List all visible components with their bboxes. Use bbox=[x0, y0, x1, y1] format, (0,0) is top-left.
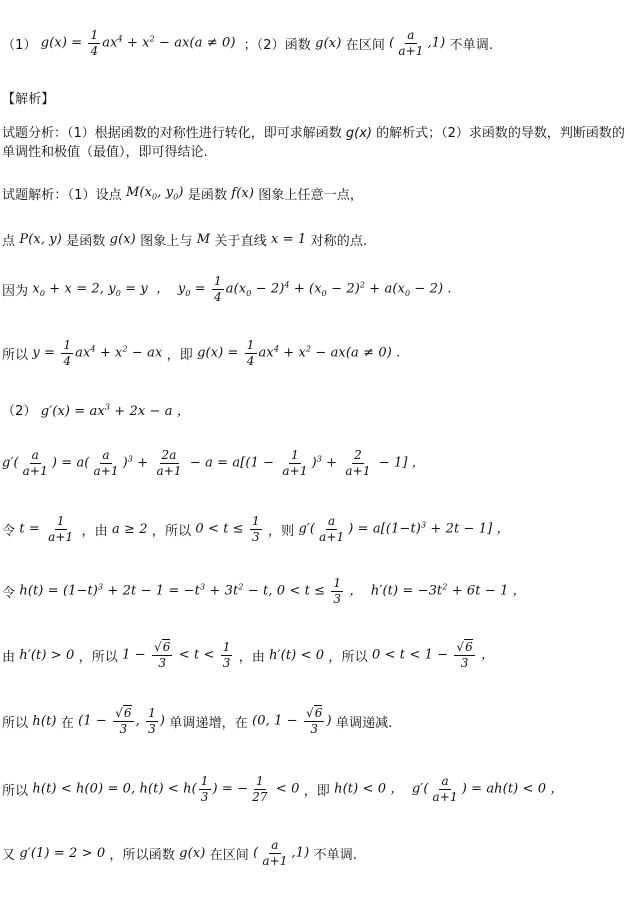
text: 所以 bbox=[2, 715, 29, 731]
math: h′(t) < 0 bbox=[264, 647, 329, 663]
solution-line-7 bbox=[2, 512, 510, 546]
solution-line-2 bbox=[2, 222, 367, 256]
text: 所以 bbox=[2, 783, 29, 799]
text: ，即 bbox=[303, 783, 330, 799]
math: g′( $\frac{a}{a+1}$ ) = a( $\frac{a}{a+1}$ )$^3$ + $\frac{2a}{a+1}$ − a = a[(1 − $\frac{1}{a+1}$ )$^3$ + $\frac{2}{a+1}$ − 1] ， bbox=[2, 447, 425, 478]
math: a ≥ 2 bbox=[107, 521, 152, 537]
math: P(x, y) bbox=[15, 231, 67, 247]
solution-line-3 bbox=[2, 272, 452, 306]
analysis-text: 的解析式；（2）求函数的导数，判断函数的单调性和极值（最值），即可得结论. bbox=[2, 126, 625, 160]
text: 由 bbox=[2, 649, 16, 665]
text: 单调递减. bbox=[335, 715, 393, 731]
math-g-def: g(x) = $\frac{1}{4}$ $ax^4 + x^2 - ax(a \ne 0)$ bbox=[36, 27, 236, 58]
math: h(t) < 0 ， g′( $\frac{a}{a+1}$ ) = ah(t) < 0 ， bbox=[329, 773, 564, 804]
text: ，则 bbox=[268, 523, 295, 539]
solution-line-12 bbox=[2, 836, 357, 870]
math: h(t) < h(0) = 0, h(t) < h( $\frac{1}{3}$ ) = − $\frac{1}{27}$ < 0 bbox=[28, 773, 304, 804]
text: 令 bbox=[2, 585, 16, 601]
solution-line-11 bbox=[2, 772, 563, 806]
solution-line-1 bbox=[2, 176, 363, 210]
math: t = $\frac{1}{a+1}$ bbox=[15, 513, 74, 544]
math: y = $\frac{1}{4}$ $ax^4 + x^2$ − ax bbox=[28, 337, 167, 368]
math: M bbox=[192, 231, 215, 247]
text: 图象上任意一点， bbox=[258, 187, 364, 203]
math: ( $\frac{a}{a+1}$ ,1) bbox=[248, 837, 314, 868]
text: 不单调. bbox=[313, 847, 358, 863]
text: 是函数 bbox=[187, 187, 228, 203]
text: ，由 bbox=[238, 649, 265, 665]
section-heading: 【解析】 bbox=[2, 91, 55, 107]
text: 因为 bbox=[2, 283, 29, 299]
text: 点 bbox=[2, 233, 16, 249]
math-gx: g(x) bbox=[310, 35, 346, 51]
math: $x_0 + x = 2$, $y_0 = y$ ， $y_0$ = $\frac{1}{4}$ $a(x_0 - 2)^4 + (x_0 - 2)^2 + a(x_0 - 2)$ . bbox=[28, 273, 452, 304]
part-label: （2） bbox=[2, 403, 37, 419]
math: $g'(x) = ax^3 + 2x - a$ ， bbox=[36, 402, 190, 419]
text: 所以 bbox=[2, 347, 29, 363]
text: 又 bbox=[2, 847, 16, 863]
analysis-text: 试题分析：（1）根据函数的对称性进行转化，即可求解函数 bbox=[2, 126, 342, 141]
part-label: （1） bbox=[2, 37, 37, 53]
text: 是函数 bbox=[66, 233, 106, 249]
math: 0 < t < 1 − $\frac{√6}{3}$ ， bbox=[367, 639, 495, 670]
math: 1 − $\frac{√6}{3}$ < t < $\frac{1}{3}$ bbox=[117, 639, 231, 670]
math: h(t) bbox=[28, 713, 61, 729]
math: $M(x_0$, $y_0$) bbox=[121, 184, 188, 202]
math: (0, 1 − $\frac{√6}{3}$ ) bbox=[247, 705, 336, 736]
math: g′(1) = 2 > 0 bbox=[15, 845, 110, 861]
math: h′(t) > 0 bbox=[15, 647, 79, 663]
text: 令 bbox=[2, 523, 16, 539]
math-gx: g(x) bbox=[341, 126, 377, 141]
text: ，即 bbox=[166, 347, 193, 363]
text: 关于直线 bbox=[214, 233, 267, 249]
math: g(x) bbox=[105, 231, 141, 247]
math: x = 1 bbox=[266, 231, 311, 247]
text: ，所以 bbox=[78, 649, 118, 665]
math: $h(t) = (1-t)^3 + 2t - 1 = -t^3 + 3t^2 - t$, 0 < t ≤ $\frac{1}{3}$ ， $h'(t) = -3t^2 + 6t - 1$ ， bbox=[15, 575, 526, 606]
text: 试题解析：（1）设点 bbox=[2, 187, 122, 203]
solution-line-9 bbox=[2, 638, 494, 672]
text: 在 bbox=[60, 715, 74, 731]
text: 单调递增，在 bbox=[169, 715, 248, 731]
solution-line-8 bbox=[2, 574, 526, 608]
part-label: ；（2）函数 bbox=[243, 37, 311, 53]
math: g(x) = $\frac{1}{4}$ $ax^4 + x^2 - ax(a \ne 0)$ . bbox=[192, 337, 401, 368]
math: f(x) bbox=[227, 185, 259, 201]
math-interval: ( $\frac{a}{a+1}$ ,1) bbox=[384, 27, 450, 58]
text: ，所以 bbox=[328, 649, 368, 665]
solution-line-10 bbox=[2, 704, 393, 738]
solution-line-6 bbox=[2, 446, 425, 480]
analysis-paragraph bbox=[2, 124, 626, 162]
math: g(x) bbox=[174, 845, 210, 861]
text: 在区间 bbox=[209, 847, 249, 863]
math: (1 − $\frac{√6}{3}$ , $\frac{1}{3}$ ) bbox=[73, 705, 170, 736]
text: 在区间 bbox=[345, 37, 385, 53]
math: g′( $\frac{a}{a+1}$ ) = $a[(1-t)^3 + 2t - 1]$ ， bbox=[294, 513, 510, 544]
text: ，所以函数 bbox=[109, 847, 175, 863]
solution-line-4 bbox=[2, 336, 400, 370]
text: 图象上与 bbox=[140, 233, 193, 249]
solution-line-5 bbox=[2, 392, 190, 426]
text: 不单调. bbox=[449, 37, 494, 53]
text: 对称的点. bbox=[310, 233, 368, 249]
math: 0 < t ≤ $\frac{1}{3}$ bbox=[191, 513, 260, 544]
text: ，由 bbox=[81, 523, 108, 539]
text: ，所以 bbox=[151, 523, 192, 539]
answer-line bbox=[2, 26, 493, 60]
